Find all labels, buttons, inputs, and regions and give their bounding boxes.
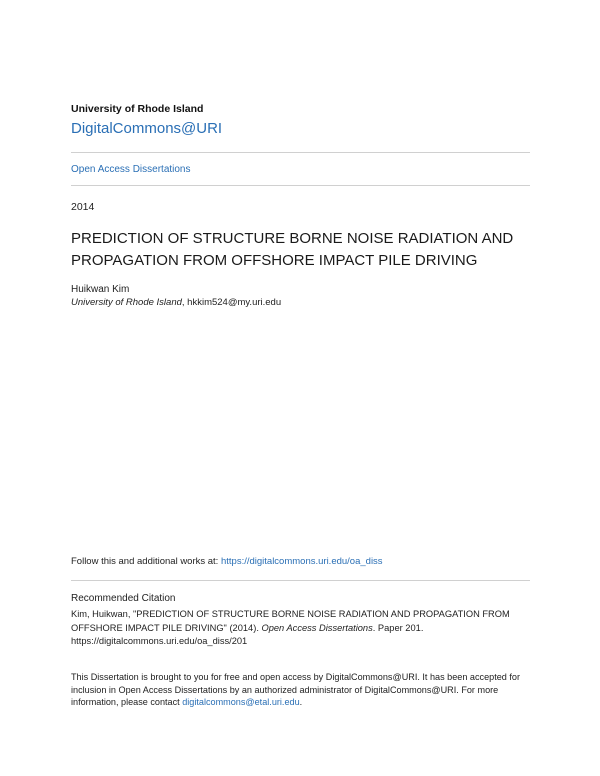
divider [71, 660, 530, 661]
dissertation-title [71, 228, 530, 272]
citation-line-2 [71, 622, 530, 636]
affiliation-institution: University of Rhode Island [71, 297, 182, 308]
follow-line [71, 556, 383, 567]
notice-line-2: inclusion in Open Access Dissertations by an authorized administrator of DigitalCommons@URI. For more [71, 684, 499, 695]
title-line-2: PROPAGATION FROM OFFSHORE IMPACT PILE DRIVING [71, 252, 478, 269]
divider [71, 185, 530, 186]
citation-line-2-suffix: . Paper 201. [372, 622, 424, 633]
notice-line-3 [71, 696, 530, 709]
author-name: Huikwan Kim [71, 284, 130, 295]
citation-line-2-prefix: OFFSHORE IMPACT PILE DRIVING" (2014). [71, 622, 262, 633]
citation-series: Open Access Dissertations [261, 622, 373, 633]
author-affiliation [71, 297, 281, 308]
citation-url: https://digitalcommons.uri.edu/oa_diss/201 [71, 636, 248, 646]
notice-line-3-suffix: . [299, 697, 303, 707]
notice-line-1: This Dissertation is brought to you for free and open access by DigitalCommons@URI. It has been accepted for [71, 672, 520, 682]
title-line-1: PREDICTION OF STRUCTURE BORNE NOISE RADIATION AND [71, 230, 514, 247]
notice-line-3-prefix: information, please contact [71, 697, 183, 707]
publication-year: 2014 [71, 201, 95, 213]
repository-link[interactable]: DigitalCommons@URI [71, 120, 223, 137]
institution-name: University of Rhode Island [71, 103, 204, 115]
contact-email-link[interactable]: digitalcommons@etal.uri.edu [182, 697, 300, 707]
divider [71, 152, 530, 153]
access-notice [71, 671, 530, 709]
follow-url-link[interactable]: https://digitalcommons.uri.edu/oa_diss [220, 556, 383, 567]
follow-text: Follow this and additional works at: [71, 556, 221, 567]
series-link[interactable]: Open Access Dissertations [71, 164, 191, 175]
author-email: , hkkim524@my.uri.edu [181, 297, 282, 308]
citation-body [71, 608, 530, 649]
divider [71, 580, 530, 581]
citation-heading: Recommended Citation [71, 593, 176, 604]
citation-line-1: Kim, Huikwan, "PREDICTION OF STRUCTURE BORNE NOISE RADIATION AND PROPAGATION FROM [71, 609, 510, 619]
